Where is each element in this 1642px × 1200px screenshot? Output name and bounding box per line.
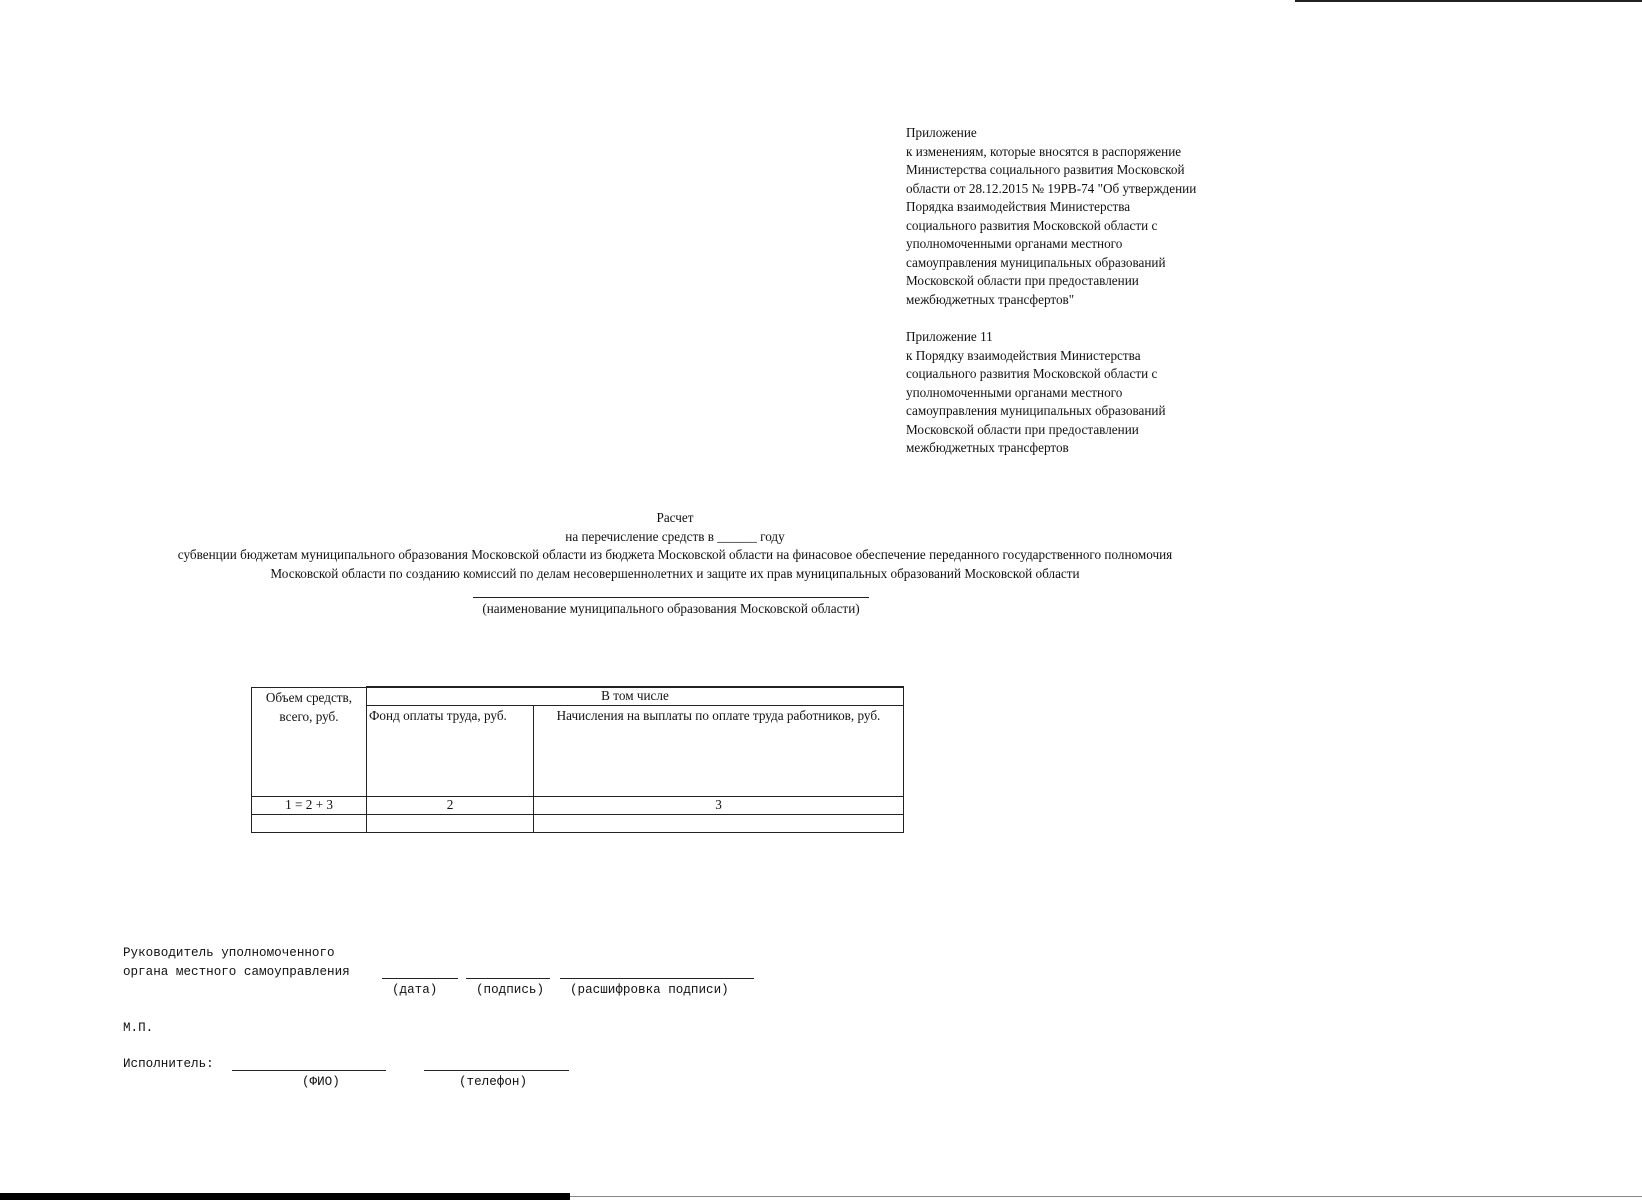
- fio-caption: (ФИО): [302, 1075, 340, 1089]
- executor-phone-line: [424, 1070, 569, 1071]
- appendix-1-line: Московской области при предоставлении: [906, 273, 1139, 288]
- numbering-cell: 3: [534, 796, 904, 814]
- appendix-note-1: [906, 124, 1236, 309]
- signature-caption: (подпись): [476, 983, 545, 997]
- executor-label: Исполнитель:: [123, 1057, 214, 1071]
- col1-header-cell: [252, 687, 367, 796]
- document-title-line: субвенции бюджетам муниципального образования Московской области из бюджета Московской области на финасовое обеспечение переданного государственного полномочия: [177, 547, 1173, 562]
- col3-header-cell: Начисления на выплаты по оплате труда работников, руб.: [534, 706, 904, 796]
- executor-fio-line: [232, 1070, 386, 1071]
- appendix-1-line: социального развития Московской области с: [906, 217, 1158, 233]
- numbering-cell: 1 = 2 + 3: [252, 796, 367, 814]
- data-cell: [367, 814, 534, 832]
- numbering-cell: 2: [367, 796, 534, 814]
- document-title-block: [0, 509, 1350, 583]
- municipality-name-caption: (наименование муниципального образования Московской области): [482, 601, 860, 616]
- scan-artifact-top-line: [1295, 0, 1642, 2]
- col1-header-line: Объем средств,: [265, 689, 353, 705]
- col2-header-cell: Фонд оплаты труда, руб.: [367, 706, 534, 796]
- appendix-2-line: Московской области при предоставлении: [906, 421, 1139, 437]
- appendix-1-line: Министерства социального развития Московской: [906, 162, 1185, 177]
- document-title-line: Московской области по созданию комиссий по делам несовершеннолетних и защите их прав муниципальных образований Московской области: [270, 565, 1080, 581]
- appendix-2-line: Приложение 11: [906, 329, 993, 344]
- appendix-2-line: уполномоченными органами местного: [906, 384, 1123, 400]
- stamp-label: М.П.: [123, 1021, 154, 1035]
- appendix-1-line: Порядка взаимодействия Министерства: [906, 199, 1131, 214]
- date-caption: (дата): [392, 983, 438, 997]
- data-cell: [252, 814, 367, 832]
- appendix-note-2: [906, 328, 1236, 458]
- appendix-2-line: межбюджетных трансфертов: [906, 440, 1069, 455]
- scan-artifact-bottom-line: [570, 1196, 1642, 1197]
- appendix-1-line: области от 28.12.2015 № 19РВ-74 "Об утверждении: [906, 180, 1197, 196]
- data-cell: [534, 814, 904, 832]
- signature-decode-line: [560, 978, 754, 979]
- calculation-table: [251, 686, 904, 833]
- appendix-1-line: уполномоченными органами местного: [906, 236, 1123, 251]
- col1-header-line: всего, руб.: [279, 708, 339, 724]
- appendix-2-line: к Порядку взаимодействия Министерства: [906, 347, 1141, 363]
- group-header-cell: В том числе: [367, 687, 904, 706]
- municipality-name-line: [473, 597, 869, 598]
- signature-line: [466, 978, 550, 979]
- appendix-1-line: самоуправления муниципальных образований: [906, 254, 1166, 270]
- head-label-line: органа местного самоуправления: [123, 965, 350, 979]
- appendix-1-line: межбюджетных трансфертов": [906, 291, 1075, 307]
- appendix-1-line: Приложение: [906, 125, 977, 140]
- signature-decode-caption: (расшифровка подписи): [570, 983, 729, 997]
- document-title-line: на перечисление средств в ______ году: [565, 528, 785, 544]
- document-heading: Расчет: [656, 510, 694, 525]
- appendix-2-line: самоуправления муниципальных образований: [906, 403, 1166, 418]
- date-line: [382, 978, 458, 979]
- appendix-2-line: социального развития Московской области с: [906, 366, 1158, 381]
- head-label-line: Руководитель уполномоченного: [123, 946, 335, 960]
- scan-artifact-bottom-bar: [0, 1193, 570, 1200]
- appendix-1-line: к изменениям, которые вносятся в распоряжение: [906, 143, 1182, 159]
- phone-caption: (телефон): [459, 1075, 528, 1089]
